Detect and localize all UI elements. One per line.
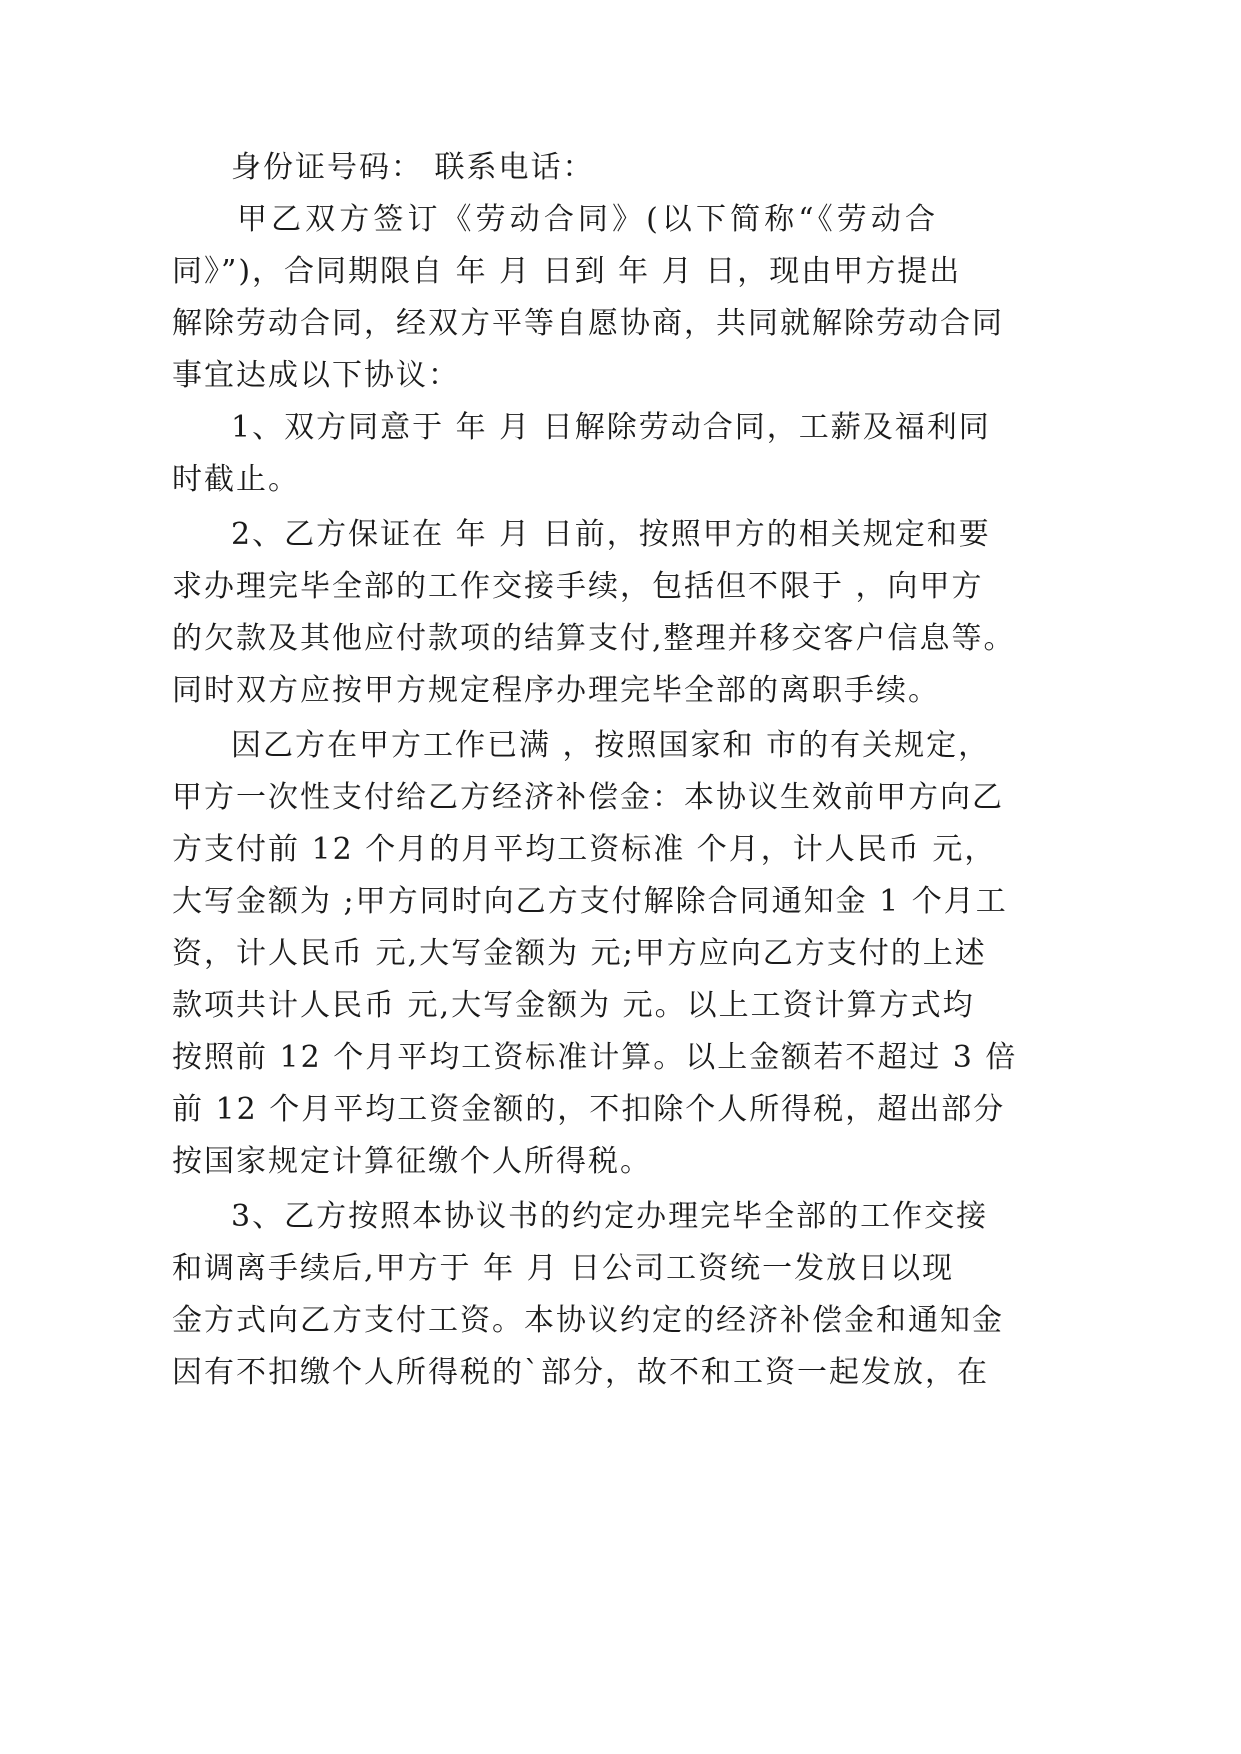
text-line: 金方式向乙方支付工资。本协议约定的经济补偿金和通知金	[172, 1303, 1004, 1338]
text-line: 按国家规定计算征缴个人所得税。	[172, 1144, 652, 1179]
text-line: 按照前 12 个月平均工资标准计算。以上金额若不超过 3 倍	[172, 1040, 1018, 1075]
text-line: 甲乙双方签订《劳动合同》(以下简称“《劳动合	[237, 202, 937, 237]
text-line: 资，计人民币 元,大写金额为 元;甲方应向乙方支付的上述	[172, 936, 987, 971]
text-line: 同》”)，合同期限自 年 月 日到 年 月 日，现由甲方提出	[172, 254, 962, 289]
text-line: 事宜达成以下协议：	[172, 358, 460, 393]
text-line: 1、双方同意于 年 月 日解除劳动合同，工薪及福利同	[231, 410, 991, 445]
text-line: 时截止。	[172, 462, 300, 497]
text-line: 3、乙方按照本协议书的约定办理完毕全部的工作交接	[231, 1199, 989, 1234]
text-line: 因乙方在甲方工作已满 ，按照国家和 市的有关规定，	[231, 728, 991, 763]
text-line-id-contact: 身份证号码： 联系电话：	[231, 150, 595, 185]
text-line: 的欠款及其他应付款项的结算支付,整理并移交客户信息等。	[172, 621, 1016, 656]
text-line: 因有不扣缴个人所得税的`部分，故不和工资一起发放，在	[172, 1355, 989, 1390]
text-line: 解除劳动合同，经双方平等自愿协商，共同就解除劳动合同	[172, 306, 1004, 341]
text-line: 大写金额为 ;甲方同时向乙方支付解除合同通知金 1 个月工	[172, 884, 1008, 919]
text-line: 前 12 个月平均工资金额的，不扣除个人所得税，超出部分	[172, 1092, 1006, 1127]
text-line: 求办理完毕全部的工作交接手续，包括但不限于 ，向甲方	[172, 569, 984, 604]
text-line: 款项共计人民币 元,大写金额为 元。以上工资计算方式均	[172, 988, 975, 1023]
text-line: 和调离手续后,甲方于 年 月 日公司工资统一发放日以现	[172, 1251, 955, 1286]
text-line: 同时双方应按甲方规定程序办理完毕全部的离职手续。	[172, 673, 940, 708]
text-line: 2、乙方保证在 年 月 日前，按照甲方的相关规定和要	[231, 517, 991, 552]
text-line: 方支付前 12 个月的月平均工资标准 个月，计人民币 元，	[172, 832, 997, 867]
text-line: 甲方一次性支付给乙方经济补偿金：本协议生效前甲方向乙	[172, 780, 1004, 815]
